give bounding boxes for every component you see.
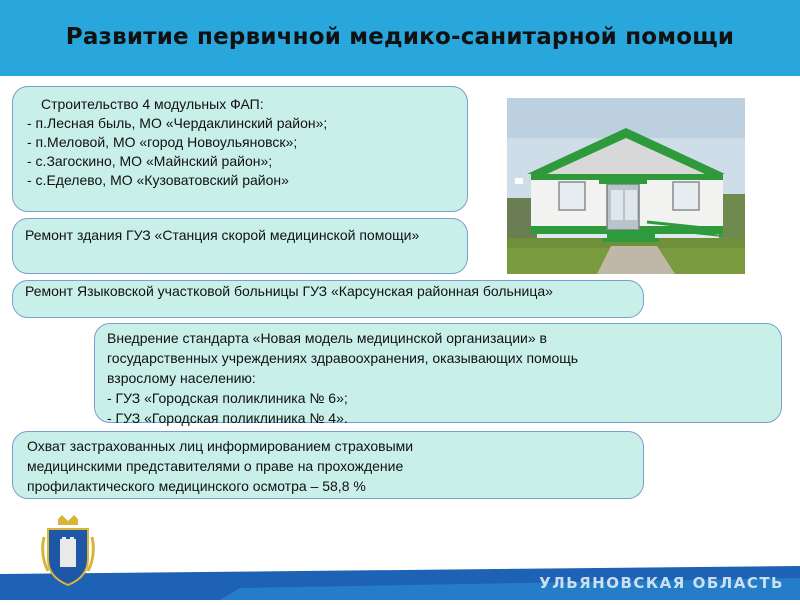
modular-fap-building-photo [507, 98, 745, 274]
standard-implementation-box [94, 323, 782, 426]
hospital-repair-box [12, 280, 644, 318]
title-banner [0, 0, 800, 76]
insurance-coverage-box [12, 431, 644, 499]
ambulance-station-repair-box [12, 218, 468, 274]
page-title: Развитие первичной медико-санитарной помощи [65, 24, 735, 50]
coverage-line: Охват застрахованных лиц информированием страховыми [27, 438, 414, 454]
polyclinic-item: - ГУЗ «Городская поликлиника № 4». [107, 410, 348, 426]
fap-construction-box [12, 86, 468, 212]
coat-of-arms-icon [38, 515, 98, 587]
fap-heading: Строительство 4 модульных ФАП: [41, 96, 264, 112]
ambulance-station-repair-text: Ремонт здания ГУЗ «Станция скорой медицинской помощи» [25, 227, 420, 243]
coverage-line: медицинскими представителями о праве на прохождение [27, 458, 404, 474]
polyclinic-item: - ГУЗ «Городская поликлиника № 6»; [107, 390, 348, 406]
fap-item: - п.Лесная быль, МО «Чердаклинский район»; [27, 115, 328, 131]
standard-line: Внедрение стандарта «Новая модель медицинской организации» в [107, 330, 547, 346]
hospital-repair-text: Ремонт Языковской участковой больницы ГУЗ «Карсунская районная больница» [25, 283, 553, 299]
standard-line: государственных учреждениях здравоохранения, оказывающих помощь [107, 350, 579, 366]
region-name: УЛЬЯНОВСКАЯ ОБЛАСТЬ [539, 574, 784, 592]
coverage-line: профилактического медицинского осмотра – 58,8 % [27, 478, 366, 494]
fap-item: - с.Загоскино, МО «Майнский район»; [27, 153, 273, 169]
fap-item: - с.Еделево, МО «Кузоватовский район» [27, 172, 289, 188]
fap-item: - п.Меловой, МО «город Новоульяновск»; [27, 134, 298, 150]
standard-line: взрослому населению: [107, 370, 256, 386]
